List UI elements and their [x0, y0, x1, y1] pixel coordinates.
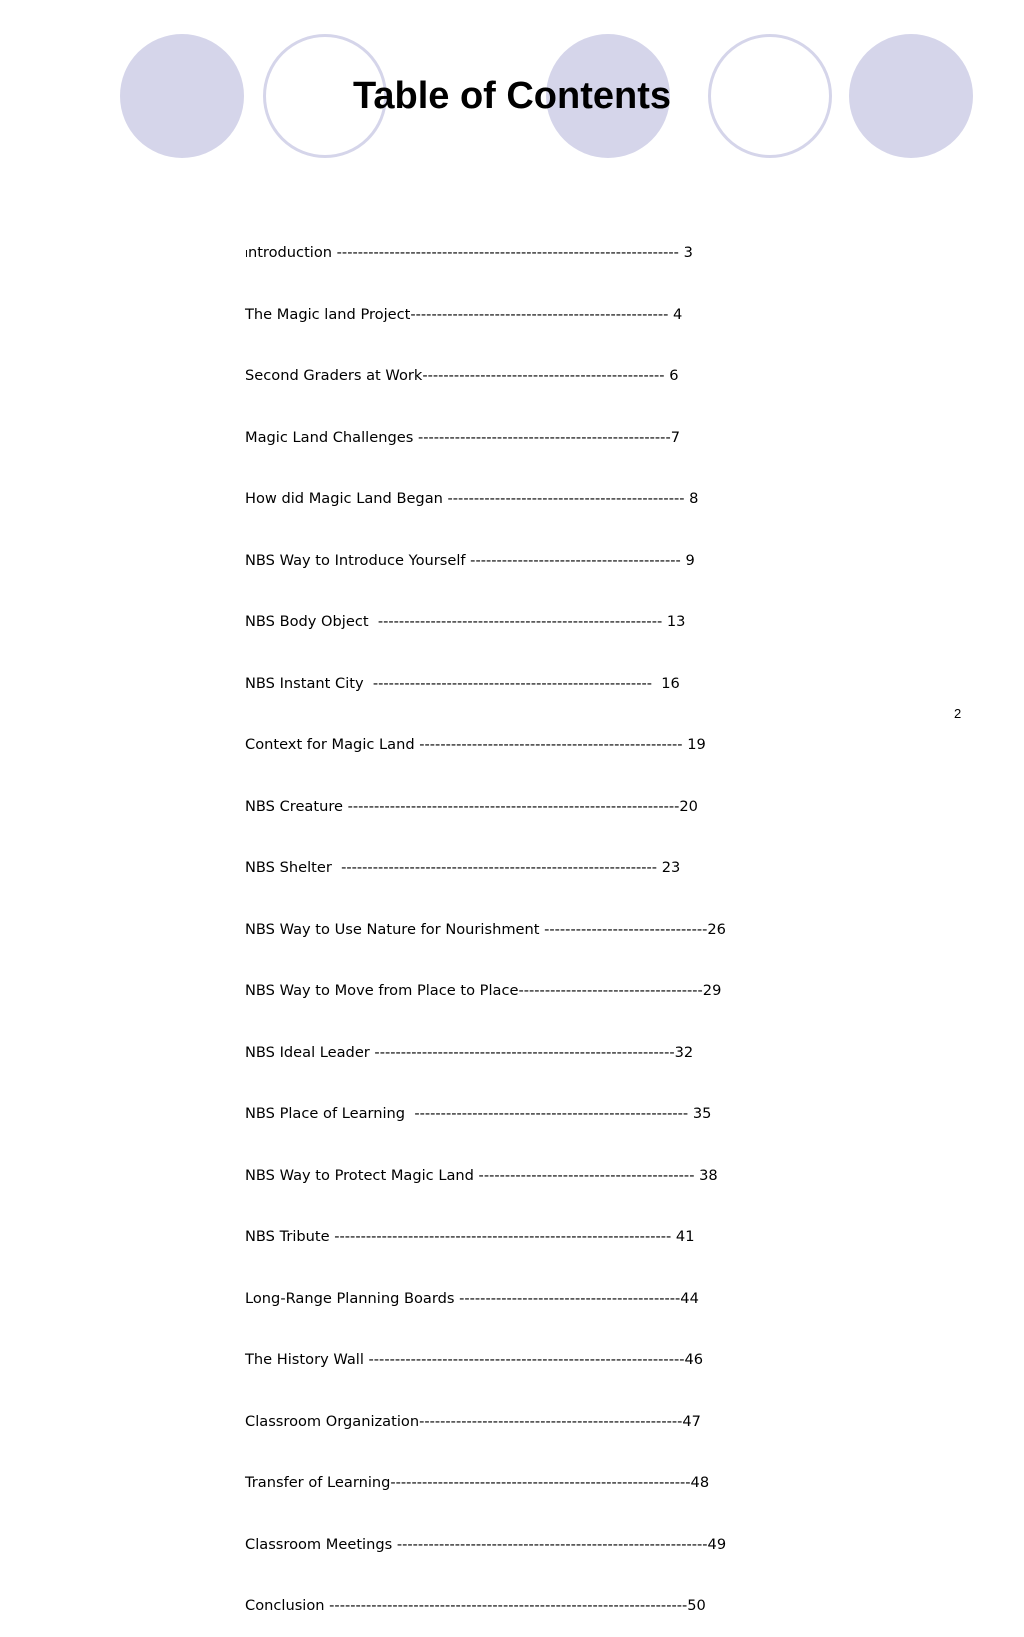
table-of-contents: [245, 202, 726, 1637]
toc-entry: Conclusion --------------------------------------------------------------------50: [245, 1597, 706, 1614]
toc-entry: Long-Range Planning Boards ------------------------------------------44: [245, 1289, 699, 1307]
toc-entry: Classroom Meetings -----------------------------------------------------------49: [245, 1535, 727, 1553]
toc-entry: NBS Place of Learning ---------------------------------------------------- 35: [245, 1105, 712, 1122]
toc-entry: NBS Way to Move from Place to Place-----------------------------------29: [245, 982, 722, 999]
toc-entry: The History Wall ------------------------------------------------------------46: [245, 1351, 704, 1368]
toc-entry: Context for Magic Land -------------------------------------------------- 19: [245, 736, 706, 753]
toc-entry: Classroom Organization--------------------------------------------------47: [245, 1412, 701, 1430]
toc-entry: NBS Way to Use Nature for Nourishment -------------------------------26: [245, 920, 726, 938]
toc-entry: NBS Instant City ----------------------------------------------------- 16: [245, 674, 680, 692]
toc-entry-first-letter: I: [245, 249, 248, 260]
toc-entry: NBS Shelter ------------------------------------------------------------ 23: [245, 859, 681, 876]
toc-entry: NBS Ideal Leader ---------------------------------------------------------32: [245, 1043, 694, 1061]
toc-entry: Transfer of Learning---------------------------------------------------------48: [245, 1474, 710, 1491]
toc-entry: NBS Way to Introduce Yourself ---------------------------------------- 9: [245, 551, 695, 569]
toc-entry: [245, 243, 726, 264]
toc-entry: How did Magic Land Began --------------------------------------------- 8: [245, 490, 699, 507]
toc-entry: Second Graders at Work---------------------------------------------- 6: [245, 367, 679, 384]
slide-title: Table of Contents: [352, 75, 672, 117]
toc-entry: NBS Body Object ------------------------------------------------------ 13: [245, 613, 686, 630]
toc-entry: Magic Land Challenges ------------------------------------------------7: [245, 428, 680, 446]
toc-entry: The Magic land Project------------------------------------------------- 4: [245, 305, 683, 323]
toc-entry: NBS Way to Protect Magic Land ----------------------------------------- 38: [245, 1166, 718, 1184]
toc-entry: NBS Creature ---------------------------------------------------------------20: [245, 797, 698, 815]
page-number: 2: [954, 706, 962, 721]
toc-entry-text: ntroduction ----------------------------------------------------------------- 3: [247, 244, 693, 261]
toc-entry: NBS Tribute ---------------------------------------------------------------- 41: [245, 1228, 695, 1245]
